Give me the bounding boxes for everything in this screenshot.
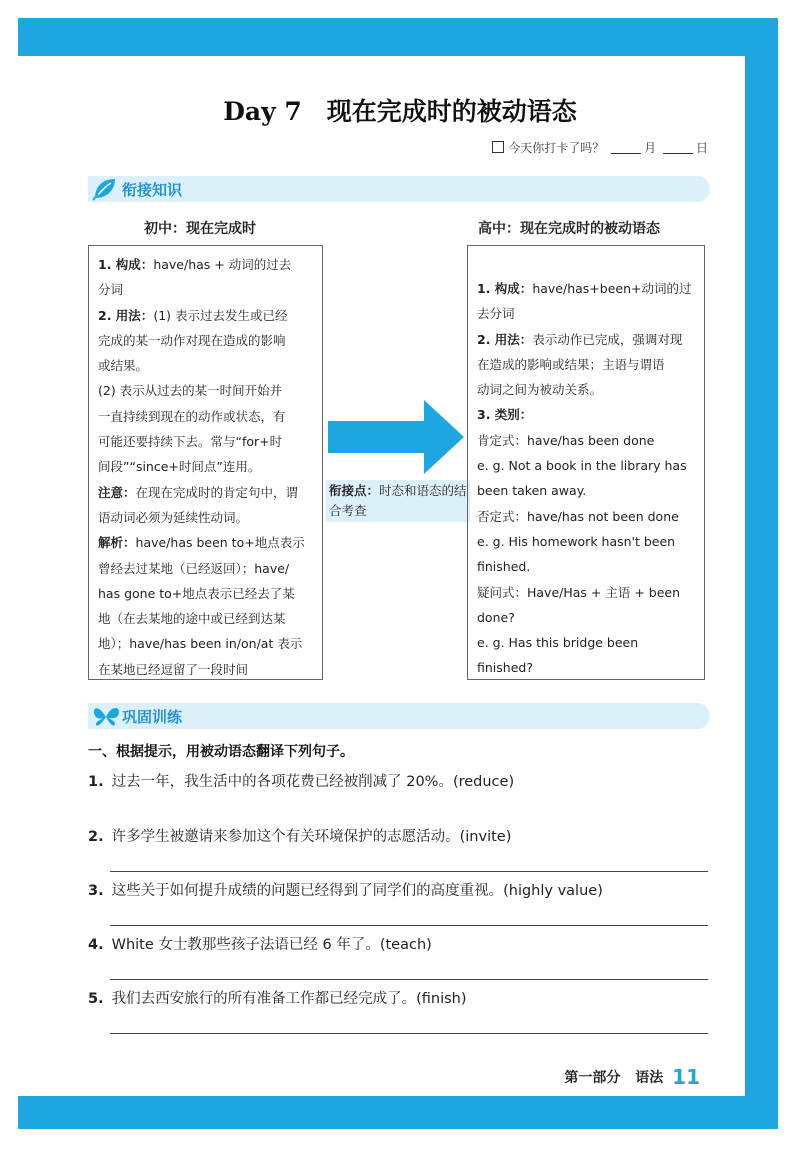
connection-label: 衔接点： xyxy=(329,483,380,498)
box-line: 曾经去过某地（已经返回）；have/ xyxy=(98,560,290,576)
answer-line[interactable] xyxy=(110,871,708,872)
box-line: 地（在去某地的途中或已经到达某 xyxy=(98,611,286,627)
box-line: e. g. Not a book in the library has xyxy=(477,458,687,474)
box-line: has gone to+地点表示已经去了某 xyxy=(98,585,295,601)
page-footer xyxy=(564,1065,700,1089)
page-title: Day 7 现在完成时的被动语态 xyxy=(223,97,577,126)
box-line: e. g. His homework hasn't been xyxy=(477,533,676,549)
part-one-title: 一、根据提示，用被动语态翻译下列句子。 xyxy=(88,744,354,760)
question-4: 4. White 女士教那些孩子法语已经 6 年了。(teach) xyxy=(88,937,432,953)
box-line: 一直持续到现在的动作或状态，有 xyxy=(98,408,286,424)
box-line: 可能还要持续下去。常与“for+时 xyxy=(98,434,283,450)
box-line: 动词之间为被动关系。 xyxy=(477,382,603,398)
right-column-heading: 高中：现在完成时的被动语态 xyxy=(478,221,660,237)
question-2: 2. 许多学生被邀请来参加这个有关环境保护的志愿活动。(invite) xyxy=(88,829,512,845)
box-line: been taken away. xyxy=(477,483,587,499)
answer-line[interactable] xyxy=(110,1033,708,1034)
box-line: 否定式：have/has not been done xyxy=(477,508,679,524)
box-line: 语动词必须为延续性动词。 xyxy=(98,509,249,525)
day-label: 日 xyxy=(695,141,708,155)
box-line: 肯定式：have/has been done xyxy=(477,432,655,448)
senior-passive-box xyxy=(467,245,705,680)
footer-section: 语法 xyxy=(635,1070,664,1086)
page-frame-top xyxy=(18,18,778,56)
answer-line[interactable] xyxy=(110,925,708,926)
question-5: 5. 我们去西安旅行的所有准备工作都已经完成了。(finish) xyxy=(88,991,467,1007)
section-label: 巩固训练 xyxy=(122,708,183,726)
page-number: 11 xyxy=(672,1065,700,1089)
butterfly-icon xyxy=(91,703,123,733)
right-arrow-icon xyxy=(328,400,464,478)
box-line: 注意：在现在完成时的肯定句中，谓 xyxy=(98,484,299,500)
section-header-bridge-knowledge xyxy=(88,176,710,202)
answer-line[interactable] xyxy=(110,979,708,980)
box-line: 1. 构成：have/has+been+动词的过 xyxy=(477,281,692,296)
box-line: 或结果。 xyxy=(98,358,149,374)
checkin-checkbox[interactable] xyxy=(492,141,504,153)
section-label: 衔接知识 xyxy=(122,181,183,199)
leaf-icon xyxy=(91,176,119,206)
box-line: 3. 类别： xyxy=(477,407,533,423)
box-line: done? xyxy=(477,609,515,625)
box-line: 完成的某一动作对现在造成的影响 xyxy=(98,332,286,348)
day-blank[interactable] xyxy=(663,143,693,154)
box-line: 在某地已经逗留了一段时间 xyxy=(98,661,249,677)
box-line: 解析：have/has been to+地点表示 xyxy=(98,535,305,551)
box-line: 1. 构成：have/has + 动词的过去 xyxy=(98,257,292,272)
month-label: 月 xyxy=(644,141,657,155)
checkin-row xyxy=(492,139,708,156)
box-line: 间段”“since+时间点”连用。 xyxy=(98,459,261,475)
page-frame-right xyxy=(745,18,778,1129)
footer-part: 第一部分 xyxy=(564,1070,621,1086)
section-header-consolidation xyxy=(88,703,710,729)
question-1: 1. 过去一年，我生活中的各项花费已经被削减了 20%。(reduce) xyxy=(88,774,515,790)
question-3: 3. 这些关于如何提升成绩的问题已经得到了同学们的高度重视。(highly value) xyxy=(88,883,603,899)
box-line: 地）；have/has been in/on/at 表示 xyxy=(98,636,303,652)
junior-tense-box xyxy=(88,245,323,680)
box-line: 疑问式：Have/Has + 主语 + been xyxy=(477,584,681,600)
connection-text: 时态和语态的结合考查 xyxy=(329,483,467,518)
left-column-heading: 初中：现在完成时 xyxy=(144,221,256,237)
page-frame-bottom xyxy=(18,1096,778,1129)
box-line: 去分词 xyxy=(477,306,515,322)
box-line: e. g. Has this bridge been finished? xyxy=(477,635,639,676)
box-line: finished. xyxy=(477,559,531,575)
checkin-text: 今天你打卡了吗？ xyxy=(508,141,605,155)
box-line: 在造成的影响或结果；主语与谓语 xyxy=(477,356,665,372)
box-line: 2. 用法：(1) 表示过去发生或已经 xyxy=(98,307,288,323)
connection-note xyxy=(326,480,470,522)
month-blank[interactable] xyxy=(611,143,641,154)
box-line: 分词 xyxy=(98,282,124,298)
box-line: (2) 表示从过去的某一时间开始并 xyxy=(98,383,283,399)
box-line: 2. 用法：表示动作已完成，强调对现 xyxy=(477,331,683,347)
